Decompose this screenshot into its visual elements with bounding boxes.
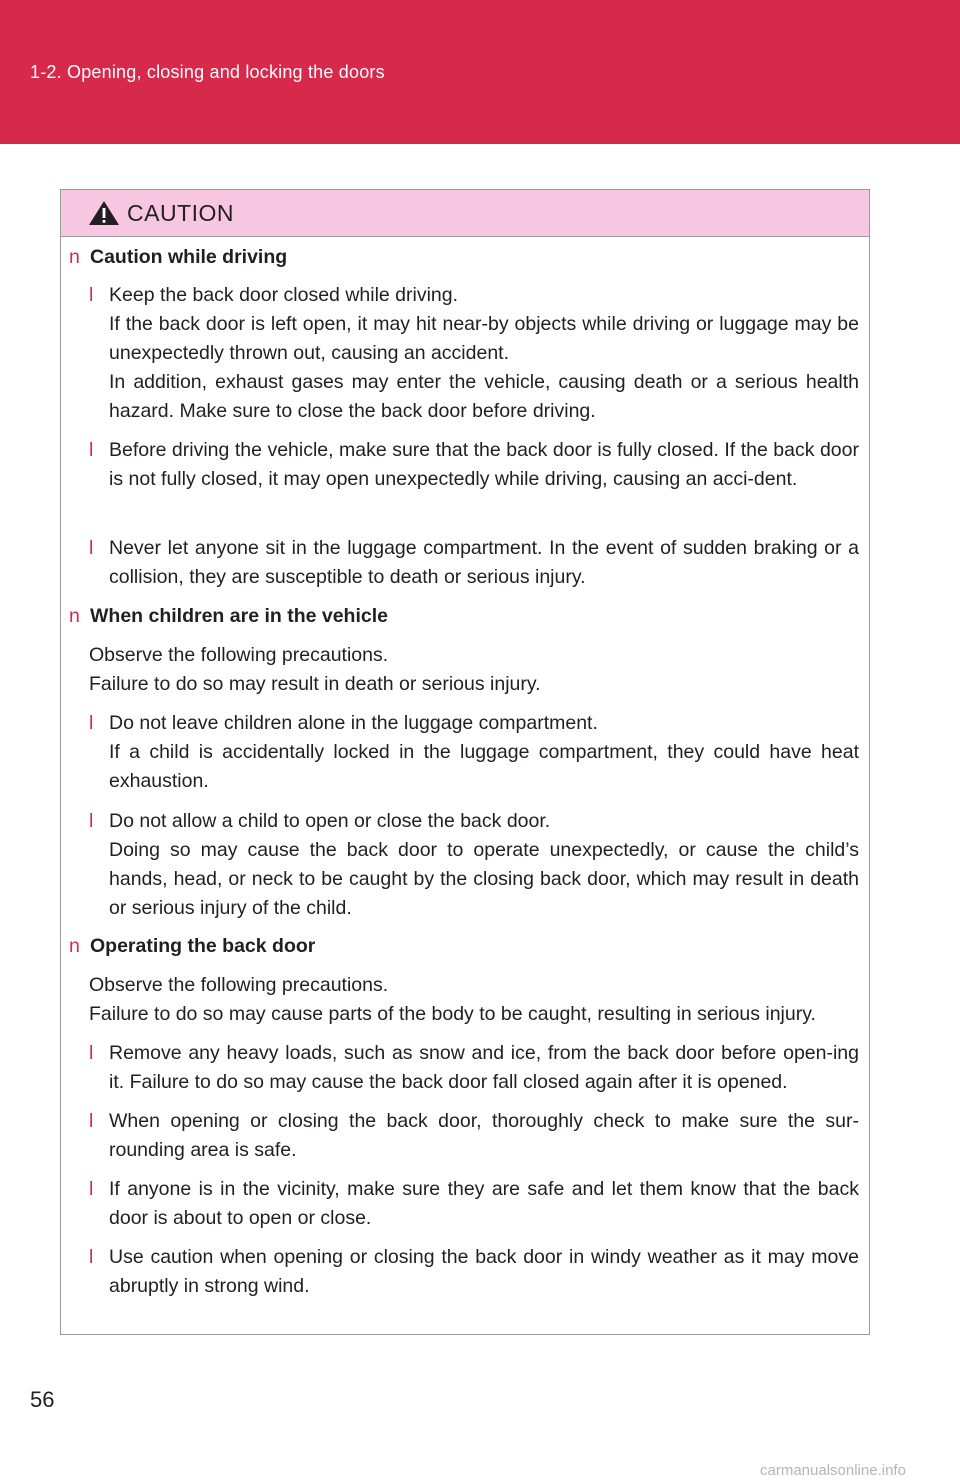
bullet-marker-icon: l xyxy=(89,1178,94,1200)
bullet-marker-icon: l xyxy=(89,1110,94,1132)
bullet-text: Keep the back door closed while driving. If the back door is left open, it may hit near-by objects while driving or luggage may be unexpectedly thrown out, causing an accident. In addition, exhaust gases may enter the vehicle, causing death or a serious health hazard. Make sure to close the back door before driving. xyxy=(109,284,859,422)
bullet-text: Never let anyone sit in the luggage compartment. In the event of sudden braking or a collision, they are susceptible to death or serious injury. xyxy=(109,537,859,588)
caution-header xyxy=(61,190,869,237)
section-heading: n Operating the back door xyxy=(69,932,315,961)
caution-title: CAUTION xyxy=(127,200,234,226)
bullet-text: Do not leave children alone in the luggage compartment. If a child is accidentally locked in the luggage compartment, they could have heat exhaustion. xyxy=(109,712,859,792)
section-title: 1-2. Opening, closing and locking the doors xyxy=(30,62,385,82)
bullet-marker-icon: l xyxy=(89,537,94,559)
bullet-marker-icon: l xyxy=(89,284,94,306)
bullet-marker-icon: l xyxy=(89,712,94,734)
bullet-text: Remove any heavy loads, such as snow and ice, from the back door before open-ing it. Failure to do so may cause the back door fall closed again after it is opened. xyxy=(109,1042,859,1093)
bullet-marker-icon: l xyxy=(89,1246,94,1268)
section-marker-icon: n xyxy=(69,935,80,957)
bullet-marker-icon: l xyxy=(89,1042,94,1064)
bullet-marker-icon: l xyxy=(89,439,94,461)
bullet-marker-icon: l xyxy=(89,810,94,832)
chapter-header xyxy=(0,0,960,144)
bullet-text: If anyone is in the vicinity, make sure they are safe and let them know that the back door is about to open or close. xyxy=(109,1178,859,1229)
bullet-text: Do not allow a child to open or close the back door. Doing so may cause the back door to operate unexpectedly, or cause the child’s hands, head, or neck to be caught by the closing back door, which may result in death or serious injury of the child. xyxy=(109,810,859,919)
section-marker-icon: n xyxy=(69,605,80,627)
section-heading: n Caution while driving xyxy=(69,243,287,272)
section-intro: Observe the following precautions. Failure to do so may result in death or serious injury. xyxy=(89,644,541,695)
section-intro: Observe the following precautions. Failure to do so may cause parts of the body to be caught, resulting in serious injury. xyxy=(89,974,816,1025)
watermark: carmanualsonline.info xyxy=(760,1462,906,1479)
bullet-text: Use caution when opening or closing the back door in windy weather as it may move abruptly in strong wind. xyxy=(109,1246,859,1297)
bullet-text: When opening or closing the back door, thoroughly check to make sure the sur-rounding area is safe. xyxy=(109,1110,859,1161)
warning-triangle-icon xyxy=(88,200,120,226)
section-heading: n When children are in the vehicle xyxy=(69,602,388,631)
page-number: 56 xyxy=(30,1387,55,1412)
bullet-text: Before driving the vehicle, make sure that the back door is fully closed. If the back door is not fully closed, it may open unexpectedly while driving, causing an acci-dent. xyxy=(109,439,859,490)
caution-box xyxy=(60,189,870,1335)
section-marker-icon: n xyxy=(69,246,80,268)
